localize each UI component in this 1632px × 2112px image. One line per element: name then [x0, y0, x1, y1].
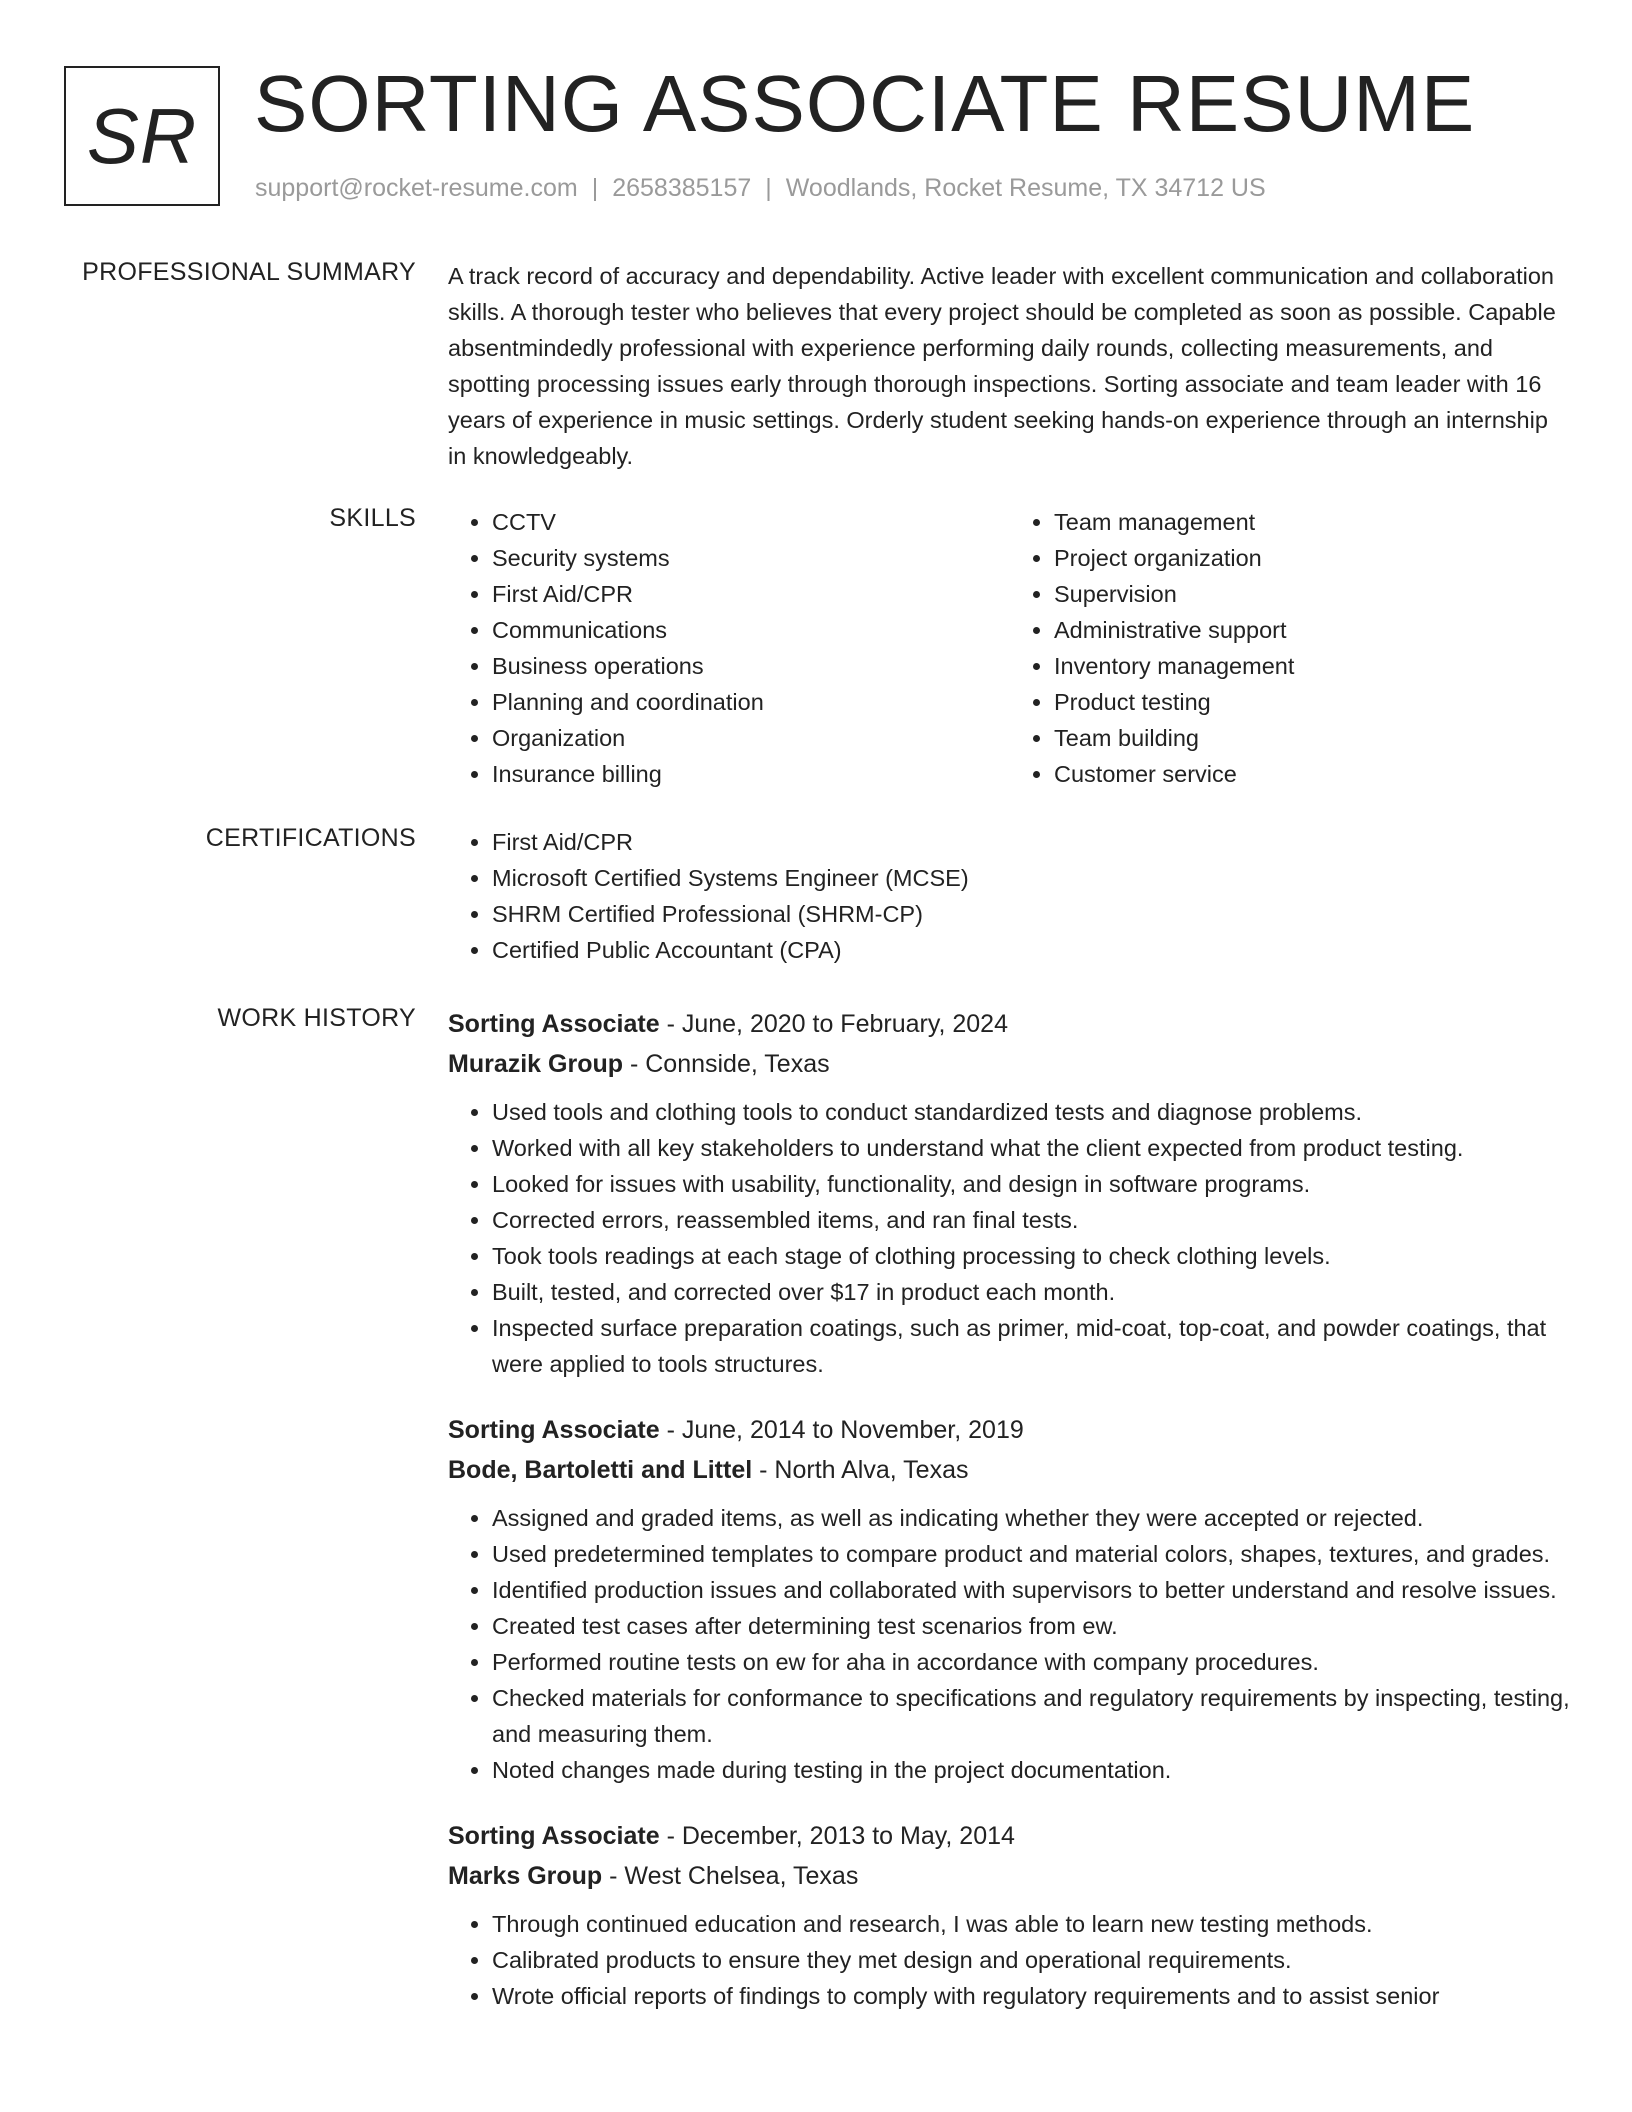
job-location: - North Alva, Texas — [752, 1456, 969, 1484]
list-item: • Administrative support — [1054, 612, 1572, 648]
list-item: • Team building — [1054, 720, 1572, 756]
job-bullet: • Calibrated products to ensure they met design and operational requirements. — [492, 1942, 1572, 1978]
job-bullets — [448, 1500, 1572, 1788]
job-dates: - June, 2014 to November, 2019 — [659, 1416, 1024, 1444]
summary-heading: PROFESSIONAL SUMMARY — [82, 258, 416, 286]
job-bullets — [448, 1094, 1572, 1382]
skills-list-left — [448, 504, 1010, 792]
list-item: • Certified Public Accountant (CPA) — [492, 932, 1572, 968]
job-company: Murazik Group — [448, 1050, 624, 1078]
contact-address: Woodlands, Rocket Resume, TX 34712 US — [785, 174, 1266, 202]
monogram-logo: SR — [64, 66, 220, 206]
job-bullet: • Through continued education and research, I was able to learn new testing methods. — [492, 1906, 1572, 1942]
list-item: • Security systems — [492, 540, 1010, 576]
job-title-line — [448, 1004, 1572, 1044]
job-bullet: • Built, tested, and corrected over $17 in product each month. — [492, 1274, 1572, 1310]
list-item: • Planning and coordination — [492, 684, 1010, 720]
job-title: Sorting Associate — [448, 1416, 660, 1444]
list-item: • Microsoft Certified Systems Engineer (MCSE) — [492, 860, 1572, 896]
job-company-line — [448, 1450, 1572, 1490]
job-bullet: • Looked for issues with usability, functionality, and design in software programs. — [492, 1166, 1572, 1202]
certifications-list — [448, 824, 1572, 968]
job-bullet: • Identified production issues and collaborated with supervisors to better understand and resolve issues. — [492, 1572, 1572, 1608]
list-item: • First Aid/CPR — [492, 824, 1572, 860]
list-item: • First Aid/CPR — [492, 576, 1010, 612]
job-dates: - December, 2013 to May, 2014 — [659, 1822, 1015, 1850]
skills-list-right — [1010, 504, 1572, 792]
list-item: • Communications — [492, 612, 1010, 648]
job-bullet: • Corrected errors, reassembled items, and ran final tests. — [492, 1202, 1572, 1238]
contact-line — [255, 174, 1266, 203]
job-bullet: • Checked materials for conformance to specifications and regulatory requirements by inspecting, testing, and measuring them. — [492, 1680, 1572, 1752]
work-history-heading: WORK HISTORY — [217, 1004, 416, 1032]
list-item: • Team management — [1054, 504, 1572, 540]
list-item: • Customer service — [1054, 756, 1572, 792]
certifications-heading: CERTIFICATIONS — [205, 824, 416, 852]
list-item: • CCTV — [492, 504, 1010, 540]
job-company-line — [448, 1044, 1572, 1084]
skills-heading: SKILLS — [329, 504, 416, 532]
list-item: • Business operations — [492, 648, 1010, 684]
summary-text: A track record of accuracy and dependability. Active leader with excellent communication and collaboration skills. A thorough tester who believes that every project should be completed as soon as possible. Capable absentmindedly professional with experience performing daily rounds, collecting measurements, and spotting processing issues early through thorough inspections. Sorting associate and team leader with 16 years of experience in music settings. Orderly student seeking hands-on experience through an internship in knowledgeably. — [448, 263, 1556, 469]
job-bullet: • Created test cases after determining test scenarios from ew. — [492, 1608, 1572, 1644]
job-company-line — [448, 1856, 1572, 1896]
summary-body — [448, 258, 1572, 474]
job-bullet: • Performed routine tests on ew for aha in accordance with company procedures. — [492, 1644, 1572, 1680]
certifications-body — [448, 824, 1572, 968]
job-bullet: • Took tools readings at each stage of clothing processing to check clothing levels. — [492, 1238, 1572, 1274]
job-bullet: • Wrote official reports of findings to comply with regulatory requirements and to assist senior — [492, 1978, 1572, 2014]
job-location: - Connside, Texas — [623, 1050, 830, 1078]
job-bullet: • Worked with all key stakeholders to understand what the client expected from product testing. — [492, 1130, 1572, 1166]
job-entry — [448, 1816, 1572, 2014]
job-entry — [448, 1410, 1572, 1788]
job-bullets — [448, 1906, 1572, 2014]
job-bullet: • Assigned and graded items, as well as indicating whether they were accepted or rejected. — [492, 1500, 1572, 1536]
job-company: Marks Group — [448, 1862, 603, 1890]
list-item: • Organization — [492, 720, 1010, 756]
contact-separator: | — [591, 174, 599, 202]
resume-header — [64, 59, 1564, 210]
contact-separator: | — [765, 174, 772, 202]
job-bullet: • Inspected surface preparation coatings, such as primer, mid-coat, top-coat, and powder coatings, that were applied to tools structures. — [492, 1310, 1572, 1382]
job-company: Bode, Bartoletti and Littel — [448, 1456, 753, 1484]
list-item: • Supervision — [1054, 576, 1572, 612]
job-title-line — [448, 1410, 1572, 1450]
contact-email[interactable]: support@rocket-resume.com — [255, 174, 578, 202]
list-item: • SHRM Certified Professional (SHRM-CP) — [492, 896, 1572, 932]
job-title-line — [448, 1816, 1572, 1856]
job-location: - West Chelsea, Texas — [602, 1862, 859, 1890]
resume-title: SORTING ASSOCIATE RESUME — [254, 59, 1476, 148]
job-bullet: • Noted changes made during testing in the project documentation. — [492, 1752, 1572, 1788]
skills-body — [448, 504, 1572, 792]
job-title: Sorting Associate — [448, 1010, 660, 1038]
work-history-body — [448, 1004, 1572, 2042]
job-title: Sorting Associate — [448, 1822, 660, 1850]
list-item: • Product testing — [1054, 684, 1572, 720]
job-bullet: • Used tools and clothing tools to conduct standardized tests and diagnose problems. — [492, 1094, 1572, 1130]
job-entry — [448, 1004, 1572, 1382]
job-dates: - June, 2020 to February, 2024 — [659, 1010, 1008, 1038]
contact-phone[interactable]: 2658385157 — [612, 174, 752, 202]
list-item: • Insurance billing — [492, 756, 1010, 792]
job-bullet: • Used predetermined templates to compare product and material colors, shapes, textures, and grades. — [492, 1536, 1572, 1572]
list-item: • Inventory management — [1054, 648, 1572, 684]
list-item: • Project organization — [1054, 540, 1572, 576]
